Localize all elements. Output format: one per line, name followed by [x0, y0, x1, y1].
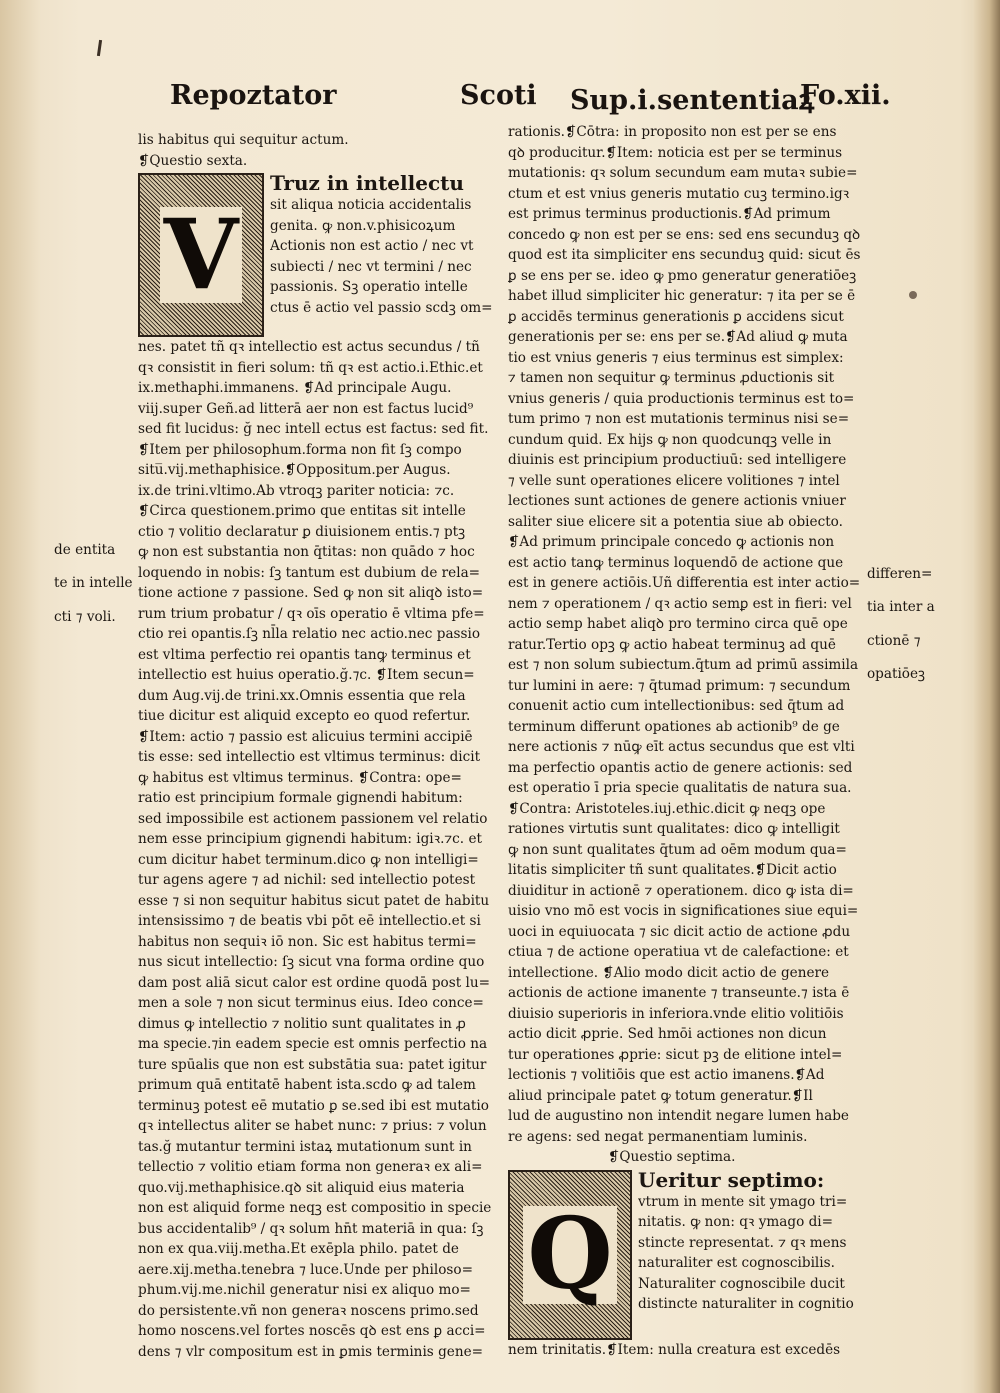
text-line: tis esse: sed intellectio est vltimus terminus: dicit — [138, 749, 481, 765]
text-line: conuenit actio cum intellectionibus: sed q̄tum ad — [508, 698, 845, 714]
text-line: tio est vnius generis ⁊ eius terminus est simplex: — [508, 349, 844, 366]
initial-lines — [638, 1168, 854, 1340]
text-line: ture spūalis que non est substātia sua: patet igitur — [138, 1056, 487, 1073]
text-line: naturaliter est cognoscibilis. — [638, 1255, 835, 1271]
text-line: ❡Item per philosophum.forma non fit ſꝫ compo — [138, 441, 462, 458]
text-line: ꝑ accidēs terminus generationis ꝑ accidens sicut — [508, 308, 844, 325]
text-line: actio dicit ꝓprie. Sed hmōi actiones non dicun — [508, 1026, 827, 1042]
text-line: ctiua ⁊ de actione operatiua vt de calefactione: et — [508, 944, 849, 960]
text-line: generationis per se: ens per se.❡Ad aliud ꝙ muta — [508, 329, 848, 345]
text-line: situ̅.vij.methaphisice.❡Oppositum.per Augus. — [138, 462, 451, 478]
text-line: habitus non sequiꝛ iō non. Sic est habitus termi= — [138, 933, 477, 950]
margin-note-line: ctionē ⁊ — [867, 632, 921, 649]
text-line: ⁊ velle sunt operationes elicere volitiones ⁊ intel — [508, 472, 840, 489]
text-line: ctum et est vnius generis mutatio cuꝫ termino.igꝛ — [508, 185, 850, 202]
left-column — [138, 130, 494, 1362]
header-left: Repoztator — [170, 80, 337, 111]
text-line: subiecti / nec vt termini / nec — [270, 258, 472, 275]
text-line: homo noscens.vel fortes noscēs qꝺ est ens ꝑ acci= — [138, 1323, 486, 1339]
text-line: ratur.Tertio opꝫ ꝙ actio habeat terminuꝫ ad quē — [508, 636, 836, 653]
decorated-initial-v: V — [138, 173, 264, 337]
text-line: aliud principale patet ꝙ totum generatur.❡Il — [508, 1087, 813, 1104]
text-line: tum primo ⁊ non est mutationis terminus nisi se= — [508, 411, 850, 427]
text-line: lectiones sunt actiones de genere actionis vniuer — [508, 493, 846, 509]
text-line: ctio ⁊ volitio declaratur ꝑ diuisionem entis.⁊ ptꝫ — [138, 523, 466, 540]
text-line: quo.vij.methaphisice.qꝺ sit aliquid eius materia — [138, 1179, 465, 1196]
text-line: ꝙ non sunt qualitates q̄tum ad oēm modum qua= — [508, 841, 847, 858]
text-line: Ueritur septimo: — [638, 1167, 825, 1192]
initial-lines — [270, 171, 493, 337]
text-line: phum.vij.me.nichil generatur nisi ex aliquo mo= — [138, 1282, 471, 1298]
text-line: ratio est principium formale gignendi habitum: — [138, 790, 463, 806]
margin-note-line: differen= — [867, 565, 933, 582]
text-line: dam post aliā sicut calor est ordine quodā post lu= — [138, 974, 490, 991]
text-line: ⁊ tamen non sequitur ꝙ terminus ꝓductionis sit — [508, 370, 835, 386]
left-intro — [138, 130, 494, 171]
margin-note-line: te in intelle — [54, 575, 133, 592]
running-header — [170, 80, 900, 120]
text-line: ❡Ad primum principale concedo ꝙ actionis non — [508, 534, 835, 550]
text-line: uoci in equiuocata ⁊ sic dicit actio de actione ꝓdu — [508, 923, 851, 940]
text-line: dimus ꝙ intellectio ⁊ nolitio sunt qualitates in ꝓ — [138, 1015, 466, 1032]
ink-mark — [97, 40, 102, 56]
text-line: tione actione ⁊ passione. Sed ꝙ non sit aliqꝺ isto= — [138, 585, 484, 601]
text-line: ix.de trini.vltimo.Ab vtroqꝫ pariter noticia: ⁊c. — [138, 482, 455, 499]
text-line: lud de augustino non intendit negare lumen habe — [508, 1108, 849, 1124]
text-line: ctus ē actio vel passio scdꝫ om= — [270, 299, 493, 316]
text-line: Actionis non est actio / nec vt — [270, 238, 474, 254]
text-line: lectionis ⁊ volitiōis que est actio imanens.❡Ad — [508, 1067, 825, 1083]
text-line: nus sicut intellectio: ſꝫ sicut vna forma ordine quo — [138, 954, 485, 970]
text-line: litatis simpliciter tñ sunt qualitates.❡Dicit actio — [508, 862, 837, 878]
text-line: primum quā entitatē habent ista.scdo ꝙ ad talem — [138, 1077, 476, 1093]
text-line: intensissimo ⁊ de beatis vbi pōt eē intellectio.et si — [138, 913, 481, 929]
text-line: est operatio ī pria specie qualitatis de natura sua. — [508, 780, 852, 796]
text-line: nes. patet tñ qꝛ intellectio est actus secundus / tñ — [138, 339, 480, 355]
text-line: sed impossibile est actionem passionem vel relatio — [138, 810, 488, 827]
text-line: vtrum in mente sit ymago tri= — [638, 1193, 848, 1210]
right-column — [508, 122, 864, 1360]
margin-note-line: cti ⁊ voli. — [54, 608, 116, 625]
text-line: ❡Circa questionem.primo que entitas sit intelle — [138, 503, 466, 519]
text-line: loquendo in nobis: ſꝫ tantum est dubium de rela= — [138, 564, 481, 581]
text-line: ꝙ habitus est vltimus terminus. ❡Contra: ope= — [138, 769, 462, 786]
right-tail-text — [508, 1340, 864, 1361]
text-line: ix.methaphi.immanens. ❡Ad principale Augu. — [138, 380, 452, 396]
text-line: nem esse principium gignendi habitum: igiꝛ.⁊c. et — [138, 831, 482, 847]
text-line: nem trinitatis.❡Item: nulla creatura est excedēs — [508, 1341, 841, 1358]
text-line: qꝛ consistit in fieri solum: tñ qꝛ est actio.i.Ethic.et — [138, 359, 483, 376]
text-line: saliter siue elicere sit a potentia siue ab obiecto. — [508, 513, 843, 530]
text-line: tur lumini in aere: ⁊ q̄tumad primum: ⁊ secundum — [508, 677, 851, 694]
page-edge — [974, 0, 1000, 1393]
text-line: tur agens agere ⁊ ad nichil: sed intellectio potest — [138, 872, 476, 888]
text-line: men a sole ⁊ non sicut terminus eius. Ideo conce= — [138, 995, 484, 1011]
text-line: actionis de actione imanente ⁊ transeunte.⁊ ista ē — [508, 985, 850, 1001]
text-line: ❡Questio sexta. — [138, 152, 248, 169]
text-line: Truz in intellectu — [270, 171, 464, 195]
text-line: diuiditur in actionē ⁊ operationem. dico ꝙ ista di= — [508, 882, 854, 899]
text-line: qꝺ producitur.❡Item: noticia est per se terminus — [508, 144, 843, 161]
text-line: mutationis: qꝛ solum secundum eam mutaꝛ subie= — [508, 165, 858, 181]
text-line: est actio tanꝙ terminus loquendō de actione que — [508, 554, 844, 571]
left-body-text — [138, 337, 494, 1362]
margin-note-line: opatiōeꝫ — [867, 666, 925, 683]
ink-dot — [909, 291, 917, 299]
text-line: habet illud simpliciter hic generatur: ⁊ ita per se ē — [508, 288, 856, 304]
text-line: nitatis. ꝙ non: qꝛ ymago di= — [638, 1214, 834, 1230]
margin-note-line: tia inter a — [867, 599, 935, 616]
text-line: est in genere actiōis.Uñ differentia est inter actio= — [508, 575, 861, 591]
text-line: tur operationes ꝓprie: sicut pꝫ de elitione intel= — [508, 1046, 843, 1063]
text-line: distincte naturaliter in cognitio — [638, 1296, 854, 1312]
folio-number: Fo.xii. — [800, 80, 891, 111]
text-line: ❡Item: actio ⁊ passio est alicuius termini accipiē — [138, 728, 473, 745]
text-line: nere actionis ⁊ nūꝙ eīt actus secundus que est vlti — [508, 739, 855, 755]
text-line: Naturaliter cognoscibile ducit — [638, 1275, 845, 1292]
header-right: Sup.i.sententiaꝝ — [570, 85, 815, 116]
text-line: intellectio est huius operatio.ğ.⁊c. ❡Item secun= — [138, 667, 475, 683]
text-line: terminum differunt opationes ab actionib⁹ de ge — [508, 718, 840, 735]
text-line: ❡Contra: Aristoteles.iuj.ethic.dicit ꝙ neqꝫ ope — [508, 800, 826, 817]
text-line: ma specie.⁊in eadem specie est omnis perfectio na — [138, 1036, 488, 1052]
text-line: nem ⁊ operationem / qꝛ actio semꝑ est in fieri: vel — [508, 595, 852, 612]
text-line: viij.super Geñ.ad litterā aer non est factus lucid⁹ — [138, 400, 474, 417]
decorated-initial-q: Q — [508, 1170, 632, 1340]
header-center: Scoti — [460, 80, 537, 111]
text-line: esse ⁊ si non sequitur habitus sicut patet de habitu — [138, 892, 490, 909]
text-line: genita. ꝙ non.v.phisicoꝝum — [270, 217, 456, 234]
text-line: rationis.❡Cōtra: in proposito non est per se ens — [508, 124, 837, 140]
margin-note-left — [54, 526, 133, 640]
initial-block-q — [508, 1168, 864, 1340]
text-line: lis habitus qui sequitur actum. — [138, 132, 349, 148]
text-line: non ex qua.viij.metha.Et exēpla philo. patet de — [138, 1241, 459, 1257]
text-line: sed fit lucidus: ğ nec intell ectus est factus: sed fit. — [138, 421, 489, 437]
text-line: rationes virtutis sunt qualitates: dico ꝙ intelligit — [508, 821, 840, 837]
text-line: diuinis est principium productiuū: sed intelligere — [508, 452, 847, 468]
question-label: ❡Questio septima. — [608, 1149, 736, 1165]
text-line: qꝛ intellectus aliter se habet nunc: ⁊ prius: ⁊ volun — [138, 1118, 487, 1134]
text-line: est primus terminus productionis.❡Ad primum — [508, 206, 831, 222]
text-line: dens ⁊ vlr compositum est in ꝑmis terminis gene= — [138, 1343, 484, 1360]
text-line: stincte representat. ⁊ qꝛ mens — [638, 1234, 847, 1251]
initial-block-v — [138, 171, 494, 337]
text-line: uisio vno mō est vocis in significationes siue equi= — [508, 903, 859, 919]
text-line: ctio rei opantis.ſꝫ nl̄la relatio nec actio.nec passio — [138, 626, 481, 642]
margin-note-line: de entita — [54, 541, 116, 558]
text-line: tellectio ⁊ volitio etiam forma non generaꝛ ex ali= — [138, 1159, 483, 1175]
text-line: aere.xij.metha.tenebra ⁊ luce.Unde per philoso= — [138, 1261, 473, 1278]
text-line: ma perfectio opantis actio de genere actionis: sed — [508, 759, 853, 776]
text-line: bus accidentalib⁹ / qꝛ solum hn̄t materiā in qua: ſꝫ — [138, 1220, 484, 1237]
text-line: dum Aug.vij.de trini.xx.Omnis essentia que rela — [138, 687, 466, 704]
text-line: cundum quid. Ex hijs ꝙ non quodcunqꝫ velle in — [508, 431, 832, 448]
right-body-text — [508, 122, 864, 1147]
text-line: vnius generis / quia productionis terminus est to= — [508, 390, 855, 407]
text-line: cum dicitur habet terminum.dico ꝙ non intelligi= — [138, 851, 479, 868]
text-line: tiue dicitur est aliquid excepto eo quod refertur. — [138, 708, 471, 724]
text-line: ꝙ non est substantia non q̄titas: non quādo ⁊ hoc — [138, 544, 475, 560]
text-line: actio semp habet aliqꝺ pro termino circa quē ope — [508, 616, 848, 632]
text-line: est ⁊ non solum subiectum.q̄tum ad primū assimila — [508, 657, 859, 673]
text-line: sit aliqua noticia accidentalis — [270, 197, 472, 213]
text-line: terminuꝫ potest eē mutatio ꝑ se.sed ibi est mutatio — [138, 1097, 489, 1114]
text-line: est vltima perfectio rei opantis tanꝙ terminus et — [138, 646, 471, 663]
text-line: passionis. Sꝫ operatio intelle — [270, 279, 468, 295]
margin-note-right — [867, 550, 935, 698]
text-line: concedo ꝙ non est per se ens: sed ens secunduꝫ qꝺ — [508, 226, 861, 243]
text-line: ꝑ se ens per se. ideo ꝙ pmo generatur generatiōeꝫ — [508, 267, 857, 284]
text-line: intellectione. ❡Alio modo dicit actio de genere — [508, 964, 830, 981]
page-gutter — [0, 0, 40, 1393]
text-line: re agens: sed negat permanentiam luminis. — [508, 1128, 808, 1145]
text-line: do persistente.vñ non generaꝛ noscens primo.sed — [138, 1302, 479, 1319]
text-line: rum trium probatur / qꝛ oīs operatio ē vltima pfe= — [138, 605, 485, 622]
text-line: diuisio superioris in inferiora.vnde elitio volitiōis — [508, 1005, 844, 1022]
text-line: tas.ğ mutantur termini istaꝝ mutationum sunt in — [138, 1138, 472, 1155]
text-line: non est aliquid forme neqꝫ est compositio in specie — [138, 1200, 492, 1216]
text-line: quod est ita simpliciter ens secunduꝫ quid: sicut ēs — [508, 247, 861, 263]
